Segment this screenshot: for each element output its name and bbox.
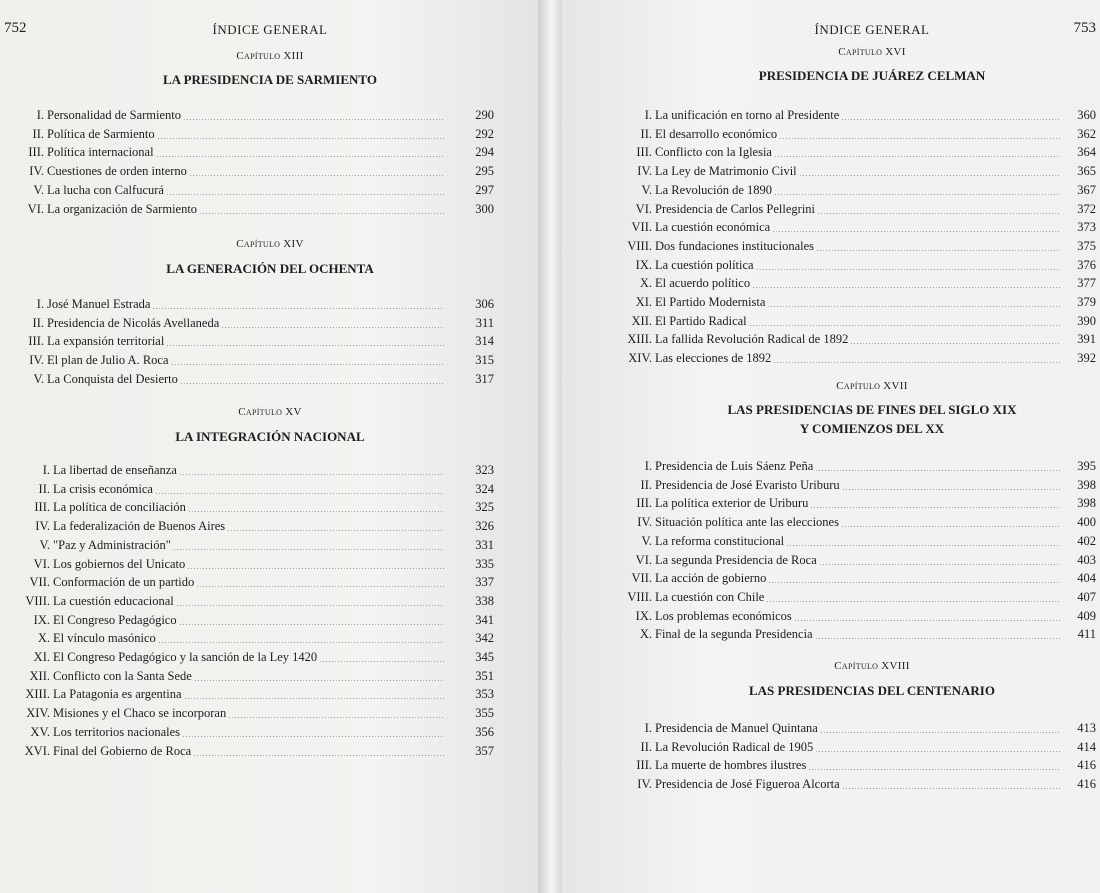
toc-entry-page: 345 [475, 650, 494, 664]
chapter-label-xv: Capítulo XV [238, 406, 302, 418]
toc-entry-title: Presidencia de Luis Sáenz Peña [655, 459, 814, 473]
toc-entry-numeral: XI. [33, 650, 50, 664]
toc-leader-dots [179, 624, 444, 625]
toc-leader-dots [815, 751, 1060, 752]
toc-entry [0, 573, 494, 591]
toc-entry-numeral: VI. [27, 201, 44, 216]
toc-entry-title: La organización de Sarmiento [47, 201, 198, 216]
toc-entry-page: 395 [1077, 459, 1096, 473]
toc-entry [0, 742, 494, 760]
toc-entry-numeral: XIV. [628, 351, 652, 366]
toc-entry-page: 337 [475, 575, 494, 590]
toc-leader-dots [817, 213, 1060, 214]
toc-entry [0, 592, 494, 610]
toc-entry [600, 312, 1096, 330]
toc-entry-page: 323 [475, 463, 494, 477]
toc-entry-numeral: XV. [30, 724, 50, 739]
toc-entry-numeral: III. [28, 145, 44, 160]
toc-entry-page: 367 [1077, 182, 1096, 197]
toc-entry-numeral: IV. [637, 777, 652, 792]
toc-entry-page: 402 [1077, 533, 1096, 548]
toc-leader-dots [768, 582, 1060, 583]
toc-entry [600, 719, 1096, 737]
toc-leader-dots [158, 642, 444, 643]
toc-entry-title: Los problemas económicos [655, 608, 792, 623]
toc-entry-title: Situación política ante las elecciones [655, 515, 839, 530]
toc-entry-title: Las elecciones de 1892 [655, 351, 772, 366]
toc-entry-title: La lucha con Calfucurá [47, 182, 164, 197]
toc-entry [600, 237, 1096, 255]
toc-entry-title: La segunda Presidencia de Roca [655, 552, 817, 567]
toc-entry [0, 200, 494, 218]
toc-entry-page: 403 [1077, 552, 1096, 567]
toc-entry-page: 391 [1077, 332, 1096, 347]
toc-entry-page: 314 [475, 334, 494, 349]
chapter-title-xv: LA INTEGRACIÓN NACIONAL [175, 429, 365, 444]
toc-entry-numeral: II. [38, 481, 50, 496]
toc-leader-dots [841, 526, 1060, 527]
toc-entry-title: Conformación de un partido [53, 575, 195, 590]
book-gutter [538, 0, 562, 893]
toc-entry-numeral: II. [32, 315, 44, 330]
toc-entry-title: La política de conciliación [53, 500, 186, 515]
toc-entry [600, 330, 1096, 348]
toc-entry-page: 292 [475, 126, 494, 141]
toc-entry [600, 181, 1096, 199]
toc-entry-page: 356 [475, 724, 494, 739]
toc-entry-numeral: I. [644, 108, 652, 122]
toc-leader-dots [221, 327, 444, 328]
toc-entry-page: 357 [475, 743, 494, 758]
toc-leader-dots [180, 383, 444, 384]
toc-entry-title: Personalidad de Sarmiento [47, 108, 181, 122]
toc-entry [600, 756, 1096, 774]
toc-entry-page: 409 [1077, 608, 1096, 623]
toc-entry-page: 413 [1077, 721, 1096, 735]
toc-leader-dots [187, 568, 444, 569]
toc-entry-page: 306 [475, 297, 494, 311]
toc-leader-dots [842, 489, 1060, 490]
toc-entry-title: La cuestión política [655, 257, 754, 272]
toc-entry-numeral: IX. [33, 612, 50, 627]
running-head-right: ÍNDICE GENERAL [814, 22, 930, 37]
toc-entry [600, 494, 1096, 512]
toc-entry-numeral: V. [641, 182, 652, 197]
toc-leader-dots [188, 511, 444, 512]
left-page [0, 0, 538, 893]
toc-entry-title: La cuestión económica [655, 220, 771, 235]
toc-entry-title: Presidencia de Carlos Pellegrini [655, 201, 816, 216]
toc-entry-title: La política exterior de Uriburu [655, 496, 809, 511]
toc-entry-page: 353 [475, 687, 494, 702]
toc-entry [600, 218, 1096, 236]
toc-leader-dots [319, 661, 444, 662]
toc-entry-numeral: XIII. [25, 687, 50, 702]
toc-entry-page: 325 [475, 500, 494, 515]
toc-entry-numeral: VII. [631, 220, 652, 235]
toc-entry-page: 331 [475, 537, 494, 552]
toc-entry [600, 349, 1096, 367]
toc-entry-title: Final de la segunda Presidencia [655, 627, 813, 642]
toc-entry-numeral: V. [33, 371, 44, 386]
toc-entry-numeral: XII. [631, 313, 652, 328]
toc-leader-dots [774, 194, 1060, 195]
toc-entry [0, 351, 494, 369]
toc-leader-dots [152, 308, 444, 309]
toc-entry [0, 480, 494, 498]
toc-entry-title: El Congreso Pedagógico y la sanción de la Ley 1420 [53, 650, 318, 664]
toc-entry-title: Final del Gobierno de Roca [53, 743, 192, 758]
toc-entry-page: 317 [475, 371, 494, 386]
toc-entry-page: 404 [1077, 571, 1096, 586]
toc-leader-dots [766, 601, 1060, 602]
toc-leader-dots [183, 119, 444, 120]
toc-leader-dots [176, 605, 444, 606]
toc-entry-title: Conflicto con la Santa Sede [53, 668, 192, 683]
toc-entry-title: Los territorios nacionales [53, 724, 181, 739]
page-number-left: 752 [4, 20, 27, 36]
toc-entry-numeral: III. [636, 758, 652, 773]
toc-entry-page: 351 [475, 668, 494, 683]
toc-entry-page: 416 [1077, 758, 1096, 773]
toc-entry [0, 517, 494, 535]
toc-entry-title: La expansión territorial [47, 334, 165, 349]
toc-entry-numeral: II. [640, 739, 652, 754]
toc-entry [600, 738, 1096, 756]
toc-leader-dots [156, 156, 444, 157]
toc-entry [0, 611, 494, 629]
toc-entry-numeral: V. [641, 533, 652, 548]
toc-leader-dots [774, 156, 1060, 157]
toc-entry-page: 400 [1077, 515, 1096, 530]
toc-leader-dots [157, 138, 444, 139]
chapter-title-xiii: LA PRESIDENCIA DE SARMIENTO [163, 72, 377, 87]
toc-entry-title: Presidencia de Nicolás Avellaneda [47, 315, 220, 330]
toc-entry-page: 398 [1077, 496, 1096, 511]
chapter-label-xvii: Capítulo XVII [836, 380, 908, 392]
toc-entry [0, 181, 494, 199]
toc-leader-dots [767, 306, 1060, 307]
toc-entry-title: La Revolución de 1890 [655, 182, 772, 197]
toc-entry-page: 315 [475, 353, 494, 368]
toc-entry [0, 125, 494, 143]
toc-entry [0, 723, 494, 741]
toc-entry-page: 416 [1077, 777, 1096, 792]
toc-entry-numeral: VII. [29, 575, 50, 590]
toc-entry-numeral: XVI. [24, 743, 50, 758]
toc-leader-dots [171, 364, 444, 365]
toc-entry-numeral: XIII. [627, 332, 652, 347]
chapter-label-xiv: Capítulo XIV [236, 238, 304, 250]
toc-leader-dots [166, 194, 444, 195]
chapter-title-xvii-line2: Y COMIENZOS DEL XX [799, 421, 945, 436]
toc-leader-dots [794, 620, 1060, 621]
toc-entry-title: La Revolución Radical de 1905 [655, 739, 814, 754]
toc-entry-numeral: IV. [29, 353, 44, 368]
toc-entry [600, 162, 1096, 180]
toc-entry [600, 293, 1096, 311]
toc-entry-numeral: XI. [635, 295, 652, 309]
toc-entry-page: 360 [1077, 108, 1096, 122]
toc-leader-dots [179, 474, 444, 475]
toc-entry-page: 342 [475, 631, 494, 646]
toc-entry [600, 274, 1096, 292]
toc-leader-dots [184, 698, 444, 699]
toc-entry [0, 648, 494, 666]
toc-entry-numeral: X. [37, 631, 50, 646]
toc-leader-dots [182, 736, 444, 737]
toc-entry-numeral: I. [644, 459, 652, 473]
toc-entry [600, 775, 1096, 793]
toc-entry [0, 498, 494, 516]
toc-entry-page: 324 [475, 481, 494, 496]
toc-leader-dots [842, 788, 1060, 789]
toc-entry-numeral: VI. [635, 552, 652, 567]
toc-entry-page: 338 [475, 593, 494, 608]
toc-leader-dots [779, 138, 1060, 139]
toc-entry-title: Conflicto con la Iglesia [655, 145, 772, 160]
toc-entry-numeral: II. [640, 126, 652, 141]
toc-entry-title: Presidencia de Manuel Quintana [655, 721, 818, 735]
toc-entry [0, 704, 494, 722]
chapter-title-xviii: LAS PRESIDENCIAS DEL CENTENARIO [749, 683, 995, 698]
toc-entry-numeral: IX. [635, 608, 652, 623]
toc-entry-title: José Manuel Estrada [47, 297, 151, 311]
right-page [562, 0, 1100, 893]
toc-entry-numeral: VI. [635, 201, 652, 216]
toc-entry-numeral: I. [36, 297, 44, 311]
toc-entry-page: 365 [1077, 164, 1096, 179]
toc-leader-dots [749, 325, 1060, 326]
toc-entry [0, 370, 494, 388]
toc-entry-page: 373 [1077, 220, 1096, 235]
toc-entry-title: Misiones y el Chaco se incorporan [53, 706, 227, 721]
toc-entry-numeral: VIII. [627, 589, 652, 604]
toc-leader-dots [193, 755, 444, 756]
toc-entry-numeral: III. [636, 496, 652, 511]
toc-entry-title: La muerte de hombres ilustres [655, 758, 807, 773]
toc-leader-dots [786, 545, 1060, 546]
toc-entry-numeral: X. [639, 276, 652, 291]
toc-entry-title: La cuestión con Chile [655, 589, 765, 604]
toc-entry [0, 332, 494, 350]
toc-entry [600, 143, 1096, 161]
toc-entry [600, 607, 1096, 625]
toc-entry-page: 377 [1077, 276, 1096, 291]
toc-entry-numeral: XIV. [26, 706, 50, 721]
toc-entry-title: La Ley de Matrimonio Civil [655, 164, 797, 179]
toc-entry-numeral: II. [640, 477, 652, 492]
toc-entry-title: Política internacional [47, 145, 154, 160]
toc-entry-title: Los gobiernos del Unicato [53, 556, 186, 571]
toc-entry-page: 341 [475, 612, 494, 627]
toc-entry [600, 476, 1096, 494]
toc-leader-dots [194, 680, 444, 681]
toc-entry-page: 335 [475, 556, 494, 571]
toc-entry [0, 314, 494, 332]
chapter-label-xiii: Capítulo XIII [236, 50, 304, 62]
toc-entry [0, 295, 494, 313]
toc-leader-dots [173, 549, 444, 550]
toc-entry-title: El plan de Julio A. Roca [47, 353, 169, 368]
toc-entry-numeral: III. [636, 145, 652, 160]
toc-entry-title: La cuestión educacional [53, 593, 174, 608]
toc-entry-title: La acción de gobierno [655, 571, 767, 586]
toc-entry-numeral: X. [639, 627, 652, 642]
toc-entry-title: La Conquista del Desierto [47, 371, 178, 386]
toc-entry [600, 551, 1096, 569]
toc-entry-page: 392 [1077, 351, 1096, 366]
toc-entry-title: La reforma constitucional [655, 533, 785, 548]
toc-entry-page: 407 [1077, 589, 1096, 604]
toc-leader-dots [772, 231, 1060, 232]
toc-entry-title: La unificación en torno al Presidente [655, 108, 840, 122]
toc-entry-numeral: V. [39, 537, 50, 552]
toc-leader-dots [815, 638, 1060, 639]
toc-entry-page: 295 [475, 164, 494, 179]
toc-entry-numeral: III. [28, 334, 44, 349]
toc-leader-dots [199, 213, 444, 214]
toc-entry [0, 667, 494, 685]
toc-entry-page: 379 [1077, 295, 1096, 309]
toc-leader-dots [815, 470, 1060, 471]
toc-entry-numeral: VIII. [627, 238, 652, 253]
toc-entry-page: 414 [1077, 739, 1096, 754]
chapter-label-xviii: Capítulo XVIII [834, 660, 910, 672]
toc-entry-title: El Partido Modernista [655, 295, 766, 309]
toc-entry-numeral: VIII. [25, 593, 50, 608]
toc-entry-title: La libertad de enseñanza [53, 463, 177, 477]
toc-entry [600, 625, 1096, 643]
toc-entry-page: 297 [475, 182, 494, 197]
toc-entry-page: 376 [1077, 257, 1096, 272]
toc-entry [600, 106, 1096, 124]
toc-entry [600, 125, 1096, 143]
toc-leader-dots [841, 119, 1060, 120]
toc-entry-page: 300 [475, 201, 494, 216]
toc-leader-dots [850, 343, 1060, 344]
toc-entry-title: Cuestiones de orden interno [47, 164, 187, 179]
toc-entry-title: El Congreso Pedagógico [53, 612, 177, 627]
toc-entry [600, 588, 1096, 606]
toc-entry-numeral: XII. [29, 668, 50, 683]
toc-entry-numeral: II. [32, 126, 44, 141]
toc-leader-dots [820, 732, 1060, 733]
toc-entry [600, 569, 1096, 587]
toc-entry [0, 629, 494, 647]
page-number-right: 753 [1073, 20, 1096, 36]
toc-leader-dots [810, 507, 1060, 508]
toc-entry-title: "Paz y Administración" [53, 537, 171, 552]
toc-entry [0, 536, 494, 554]
toc-entry-title: El Partido Radical [655, 313, 747, 328]
toc-leader-dots [189, 175, 444, 176]
chapter-title-xvi: PRESIDENCIA DE JUÁREZ CELMAN [758, 68, 986, 83]
toc-entry-numeral: VI. [33, 556, 50, 571]
toc-entry-numeral: IX. [635, 257, 652, 272]
chapter-title-xvii: LAS PRESIDENCIAS DE FINES DEL SIGLO XIX [727, 402, 1017, 417]
toc-entry-title: El acuerdo político [655, 276, 751, 291]
toc-entry [600, 532, 1096, 550]
toc-entry [600, 513, 1096, 531]
toc-leader-dots [196, 586, 444, 587]
toc-entry-numeral: I. [644, 721, 652, 735]
toc-entry-numeral: III. [34, 500, 50, 515]
toc-entry-page: 311 [475, 315, 494, 330]
toc-entry-page: 398 [1077, 477, 1096, 492]
running-head-left: ÍNDICE GENERAL [212, 22, 328, 37]
toc-entry-page: 364 [1077, 145, 1096, 160]
toc-entry-page: 290 [475, 108, 494, 122]
toc-entry-title: Presidencia de José Figueroa Alcorta [655, 777, 840, 792]
toc-entry-numeral: IV. [637, 164, 652, 179]
toc-entry [0, 162, 494, 180]
toc-entry-numeral: VII. [631, 571, 652, 586]
toc-entry-page: 355 [475, 706, 494, 721]
toc-entry-title: Presidencia de José Evaristo Uriburu [655, 477, 840, 492]
toc-entry-title: El desarrollo económico [655, 126, 778, 141]
toc-entry-numeral: V. [33, 182, 44, 197]
toc-entry-page: 375 [1077, 238, 1096, 253]
toc-leader-dots [155, 493, 444, 494]
toc-leader-dots [816, 250, 1060, 251]
toc-entry-page: 372 [1077, 201, 1096, 216]
toc-entry-page: 390 [1077, 313, 1096, 328]
toc-entry [600, 200, 1096, 218]
toc-entry-numeral: IV. [35, 519, 50, 534]
toc-leader-dots [819, 564, 1060, 565]
toc-entry-title: La fallida Revolución Radical de 1892 [655, 332, 849, 347]
toc-entry-title: El vínculo masónico [53, 631, 156, 646]
toc-entry-title: La Patagonia es argentina [53, 687, 182, 702]
toc-leader-dots [773, 362, 1060, 363]
toc-entry-page: 411 [1077, 627, 1096, 642]
toc-entry-page: 326 [475, 519, 494, 534]
toc-entry [0, 143, 494, 161]
toc-leader-dots [752, 287, 1060, 288]
toc-entry-numeral: I. [42, 463, 50, 477]
toc-entry-numeral: IV. [29, 164, 44, 179]
toc-entry [0, 106, 494, 124]
toc-leader-dots [799, 175, 1060, 176]
toc-entry [600, 457, 1096, 475]
toc-leader-dots [228, 717, 444, 718]
toc-leader-dots [166, 345, 444, 346]
toc-entry [0, 685, 494, 703]
toc-entry [600, 256, 1096, 274]
toc-leader-dots [756, 269, 1060, 270]
chapter-title-xiv: LA GENERACIÓN DEL OCHENTA [166, 261, 374, 276]
toc-entry-title: La crisis económica [53, 481, 153, 496]
toc-entry-title: La federalización de Buenos Aires [53, 519, 226, 534]
toc-leader-dots [227, 530, 444, 531]
toc-entry-title: Dos fundaciones institucionales [655, 238, 814, 253]
chapter-label-xvi: Capítulo XVI [838, 46, 906, 58]
toc-entry-title: Política de Sarmiento [47, 126, 155, 141]
toc-entry [0, 461, 494, 479]
toc-entry-page: 362 [1077, 126, 1096, 141]
toc-entry-page: 294 [475, 145, 494, 160]
toc-entry-numeral: I. [36, 108, 44, 122]
toc-entry-numeral: IV. [637, 515, 652, 530]
toc-entry [0, 555, 494, 573]
toc-leader-dots [808, 769, 1060, 770]
